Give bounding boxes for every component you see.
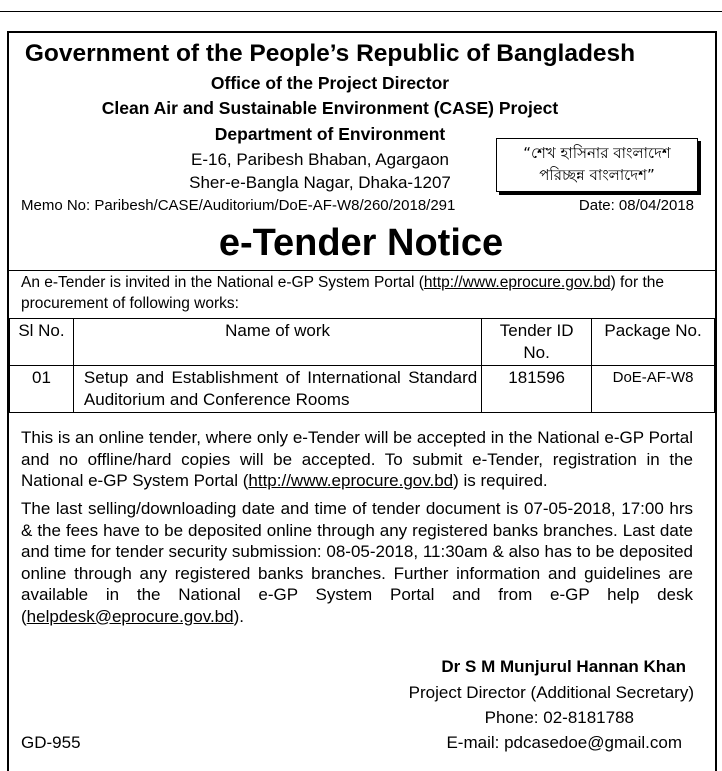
- slogan-box: [496, 138, 698, 192]
- cell-name-of-work: Setup and Establishment of International Standard Auditorium and Conference Rooms: [73, 366, 481, 413]
- cell-sl: 01: [10, 366, 74, 413]
- signatory-name: Dr S M Munjurul Hannan Khan: [441, 657, 686, 676]
- cell-tender-id: 181596: [482, 366, 592, 413]
- address-line-1: E-16, Paribesh Bhaban, Agargaon: [190, 150, 450, 169]
- signatory-designation: Project Director (Additional Secretary): [408, 683, 694, 702]
- department-name: Department of Environment: [214, 124, 446, 144]
- header-package: Package No.: [592, 319, 715, 366]
- memo-date: Date: 08/04/2018: [578, 197, 694, 214]
- slogan-line-2: পরিচ্ছন্ন বাংলাদেশ”: [539, 166, 655, 184]
- eprocure-link-2[interactable]: http://www.eprocure.gov.bd: [248, 471, 454, 490]
- notice-title: e-Tender Notice: [218, 222, 504, 264]
- para2-before: The last selling/downloading date and time of tender document is 07-05-2018, 17:00 hrs & the fees have to be deposited online through any registered banks branches. Last date and time for tender security submission: 08-05-2018, 11:30am & also has to be deposited online through any registered banks branches. Further information and guidelines are available in the National e-GP System Portal and from e-GP help desk (: [21, 499, 693, 626]
- header-sl: Sl No.: [10, 319, 74, 366]
- intro-after: ) for the procurement of following works:: [21, 274, 665, 312]
- cell-package: DoE-AF-W8: [592, 366, 715, 413]
- para1-after: ) is required.: [453, 471, 548, 490]
- government-title: Government of the People’s Republic of Bangladesh: [24, 40, 636, 67]
- address-line-2: Sher-e-Bangla Nagar, Dhaka-1207: [189, 173, 451, 192]
- body-paragraph-1: [21, 427, 693, 492]
- office-name: Office of the Project Director: [210, 73, 450, 93]
- memo-number: Memo No: Paribesh/CASE/Auditorium/DoE-AF-W8/260/2018/291: [21, 197, 456, 214]
- header-tender-id: Tender ID No.: [482, 319, 592, 366]
- header-name-of-work: Name of work: [73, 319, 481, 366]
- slogan-line-1: “শেখ হাসিনার বাংলাদেশ: [523, 144, 671, 162]
- para1-before: This is an online tender, where only e-Tender will be accepted in the National e-GP Portal and no offline/hard copies will be accepted. To submit e-Tender, registration in the National e-GP System Portal (: [21, 428, 693, 490]
- footer-code: GD-955: [21, 733, 81, 752]
- table-row: [10, 366, 715, 413]
- body-paragraph-2: [21, 498, 693, 627]
- intro-before: An e-Tender is invited in the National e-GP System Portal (: [21, 274, 424, 291]
- para2-after: ).: [233, 606, 244, 626]
- eprocure-link[interactable]: http://www.eprocure.gov.bd: [423, 274, 611, 291]
- top-divider: [0, 11, 722, 12]
- table-header-row: [10, 319, 715, 366]
- project-name: Clean Air and Sustainable Environment (CASE) Project: [101, 98, 559, 118]
- works-table: [9, 318, 715, 413]
- signatory-email: E-mail: pdcasedoe@gmail.com: [446, 733, 682, 752]
- intro-text: [21, 272, 711, 314]
- helpdesk-email-link[interactable]: helpdesk@eprocure.gov.bd: [26, 606, 234, 626]
- signatory-phone: Phone: 02-8181788: [484, 708, 634, 727]
- title-divider: [9, 270, 715, 271]
